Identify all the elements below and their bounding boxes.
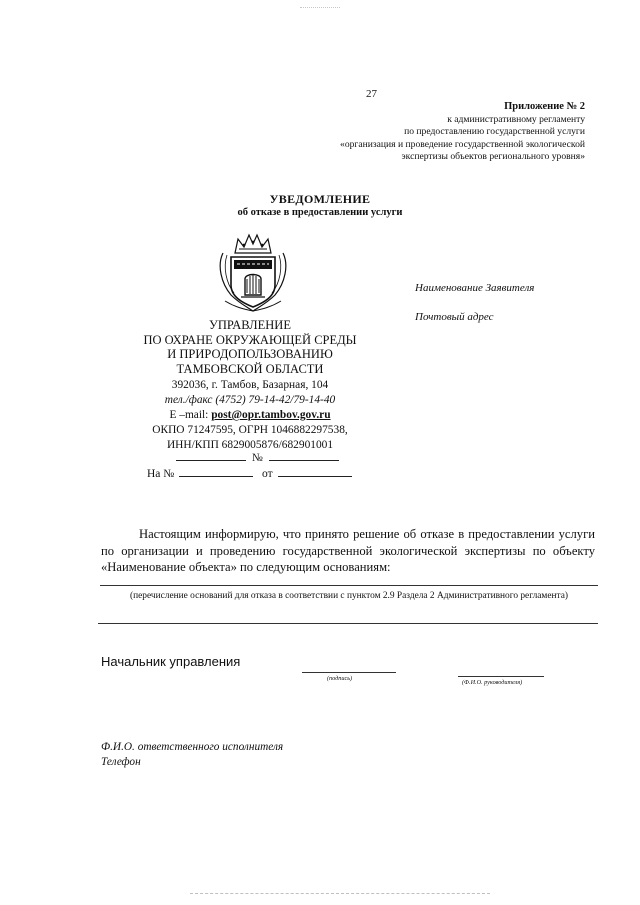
applicant-name-label: Наименование Заявителя (415, 282, 535, 294)
appendix-line: по предоставлению государственной услуги (404, 126, 585, 138)
number-sign: № (251, 452, 263, 464)
appendix-line: экспертизы объектов регионального уровня» (401, 150, 585, 162)
appendix-line: «организация и проведение государственной экологической (340, 138, 585, 150)
coat-of-arms-emblem (217, 231, 289, 313)
organization-address: 392036, г. Тамбов, Базарная, 104 (171, 379, 329, 391)
signature-caption: (подпись) (327, 675, 353, 682)
page-number: 27 (366, 88, 377, 100)
outgoing-number-blank (269, 449, 339, 461)
executor-name-label: Ф.И.О. ответственного исполнителя (101, 741, 284, 753)
reference-number-blank (179, 465, 253, 477)
organization-inn-kpp: ИНН/КПП 6829005876/682901001 (166, 439, 334, 451)
organization-requisites (100, 378, 400, 453)
signatory-position: Начальник управления (101, 654, 241, 669)
document-title: УВЕДОМЛЕНИЕ (269, 192, 371, 206)
notice-body-text: Настоящим информирую, что принято решение об отказе в предоставлении услуги по организации и проведению государственной экологической экспертизы по объекту «Наименование объекта» по следующим основаниям: (101, 527, 595, 574)
scan-artifact-bottom (190, 893, 490, 894)
reasons-note: (перечисление оснований для отказа в соответствии с пунктом 2.9 Раздела 2 Административного регламента) (129, 591, 569, 601)
organization-phone-fax: тел./факс (4752) 79-14-42/79-14-40 (164, 394, 336, 406)
notice-body (101, 526, 595, 576)
organization-line: ТАМБОВСКОЙ ОБЛАСТИ (176, 362, 324, 377)
reference-date-label: от (262, 468, 273, 480)
outgoing-number-line (176, 449, 339, 464)
organization-line: И ПРИРОДОПОЛЬЗОВАНИЮ (167, 347, 333, 362)
email-address: post@opr.tambov.gov.ru (211, 409, 331, 421)
signature-line (302, 672, 396, 673)
organization-line: ПО ОХРАНЕ ОКРУЖАЮЩЕЙ СРЕДЫ (143, 332, 357, 347)
head-name-caption: (Ф.И.О. руководителя) (462, 679, 523, 686)
organization-email-line (100, 408, 400, 423)
scan-artifact-top (300, 7, 340, 8)
outgoing-date-blank (176, 449, 246, 461)
reasons-line-bottom (98, 623, 598, 624)
document-subtitle: об отказе в предоставлении услуги (237, 207, 403, 218)
reference-date-blank (278, 465, 352, 477)
email-label: E –mail: (169, 409, 212, 421)
reference-line (147, 465, 352, 480)
appendix-reference (340, 114, 585, 163)
organization-name (100, 318, 400, 377)
organization-okpo-ogrn: ОКПО 71247595, ОГРН 1046882297538, (152, 424, 348, 436)
reference-number-label: На № (147, 468, 175, 480)
organization-line: УПРАВЛЕНИЕ (209, 318, 291, 332)
applicant-address-label: Почтовый адрес (415, 311, 494, 323)
head-name-line (458, 676, 544, 677)
appendix-line: к административному регламенту (447, 114, 585, 125)
executor-phone-label: Телефон (101, 756, 141, 768)
appendix-title: Приложение № 2 (504, 101, 585, 112)
reasons-line-top (100, 585, 598, 586)
